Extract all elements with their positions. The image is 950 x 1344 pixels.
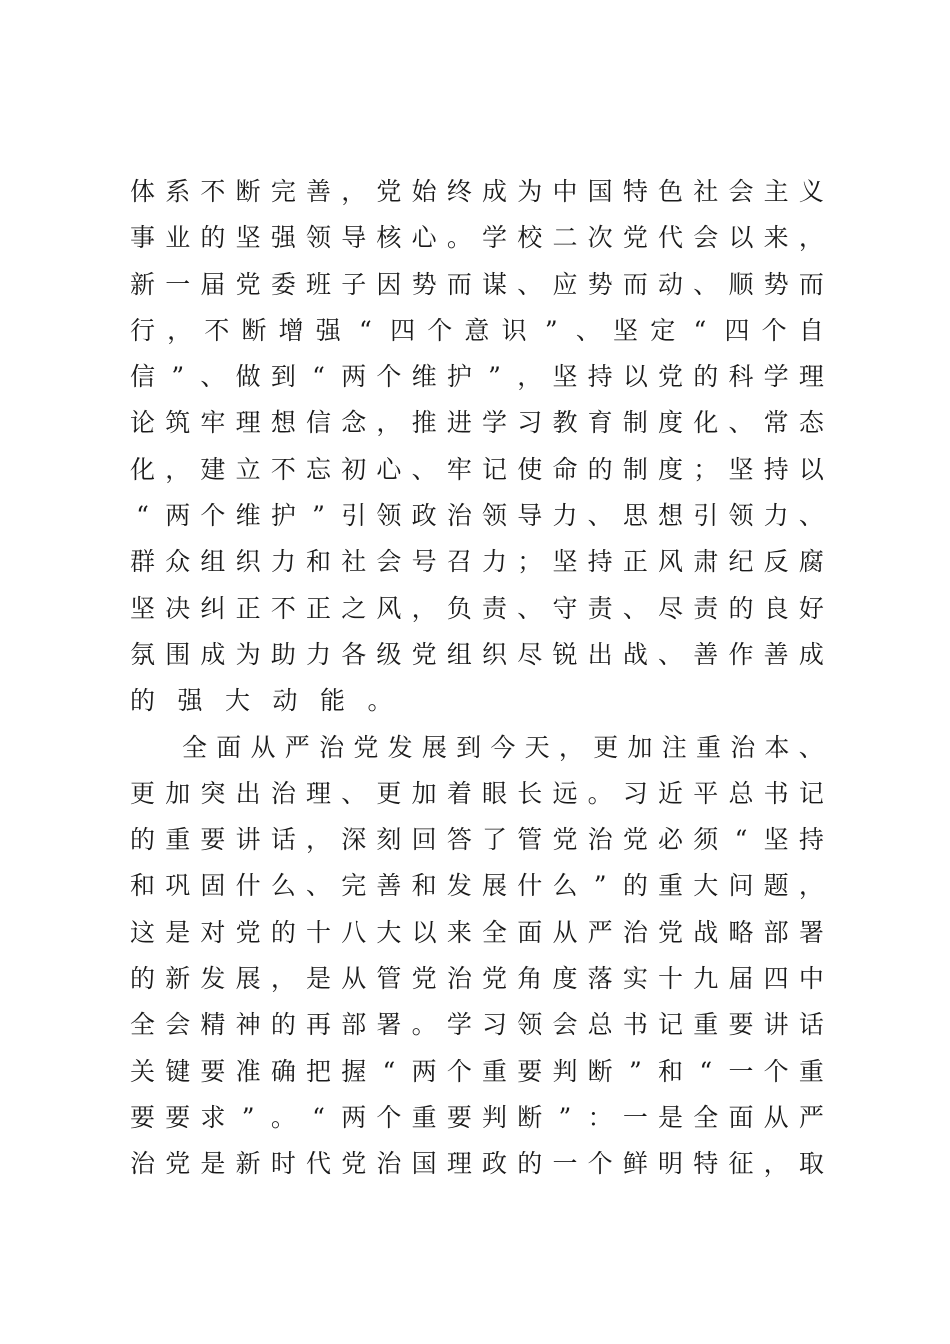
text-line: 和 巩 固 什 么 、 完 善 和 发 展 什 么 ” 的 重 大 问 题 ，	[130, 871, 824, 901]
text-line: 全 会 精 神 的 再 部 署 。 学 习 领 会 总 书 记 重 要 讲 话	[130, 1010, 824, 1040]
text-line: 全 面 从 严 治 党 发 展 到 今 天 ， 更 加 注 重 治 本 、	[182, 732, 824, 762]
text-line: 关 键 要 准 确 把 握 “ 两 个 重 要 判 断 ” 和 “ 一 个 重	[130, 1056, 824, 1086]
text-line: 体 系 不 断 完 善 ， 党 始 终 成 为 中 国 特 色 社 会 主 义	[130, 177, 824, 206]
body-text	[130, 169, 824, 1188]
text-line: 的 重 要 讲 话 ， 深 刻 回 答 了 管 党 治 党 必 须 “ 坚 持	[130, 825, 824, 855]
text-line: 的 强 大 动 能 。	[130, 686, 393, 716]
text-line: 更 加 突 出 治 理 、 更 加 着 眼 长 远 。 习 近 平 总 书 记	[130, 778, 824, 808]
text-line: 治 党 是 新 时 代 党 治 国 理 政 的 一 个 鲜 明 特 征 ， 取	[130, 1149, 824, 1179]
text-line: 这 是 对 党 的 十 八 大 以 来 全 面 从 严 治 党 战 略 部 署	[130, 917, 824, 947]
text-line: “ 两 个 维 护 ” 引 领 政 治 领 导 力 、 思 想 引 领 力 、	[136, 501, 824, 531]
text-line: 坚 决 纠 正 不 正 之 风 ， 负 责 、 守 责 、 尽 责 的 良 好	[130, 593, 824, 623]
text-line: 论 筑 牢 理 想 信 念 ， 推 进 学 习 教 育 制 度 化 、 常 态	[130, 408, 824, 438]
text-line: 群 众 组 织 力 和 社 会 号 召 力 ； 坚 持 正 风 肃 纪 反 腐	[130, 547, 824, 577]
text-line: 的 新 发 展 ， 是 从 管 党 治 党 角 度 落 实 十 九 届 四 中	[130, 964, 824, 994]
text-line: 新 一 届 党 委 班 子 因 势 而 谋 、 应 势 而 动 、 顺 势 而	[130, 269, 824, 299]
text-line: 氛 围 成 为 助 力 各 级 党 组 织 尽 锐 出 战 、 善 作 善 成	[130, 639, 824, 669]
text-line: 化 ， 建 立 不 忘 初 心 、 牢 记 使 命 的 制 度 ； 坚 持 以	[130, 454, 824, 484]
text-line: 要 要 求 ” 。 “ 两 个 重 要 判 断 ” ： 一 是 全 面 从 严	[130, 1102, 824, 1132]
text-line: 事 业 的 坚 强 领 导 核 心 。 学 校 二 次 党 代 会 以 来 ，	[130, 223, 824, 253]
text-line: 信 ” 、 做 到 “ 两 个 维 护 ” ， 坚 持 以 党 的 科 学 理	[130, 362, 824, 392]
text-line: 行 ， 不 断 增 强 “ 四 个 意 识 ” 、 坚 定 “ 四 个 自	[130, 315, 824, 345]
